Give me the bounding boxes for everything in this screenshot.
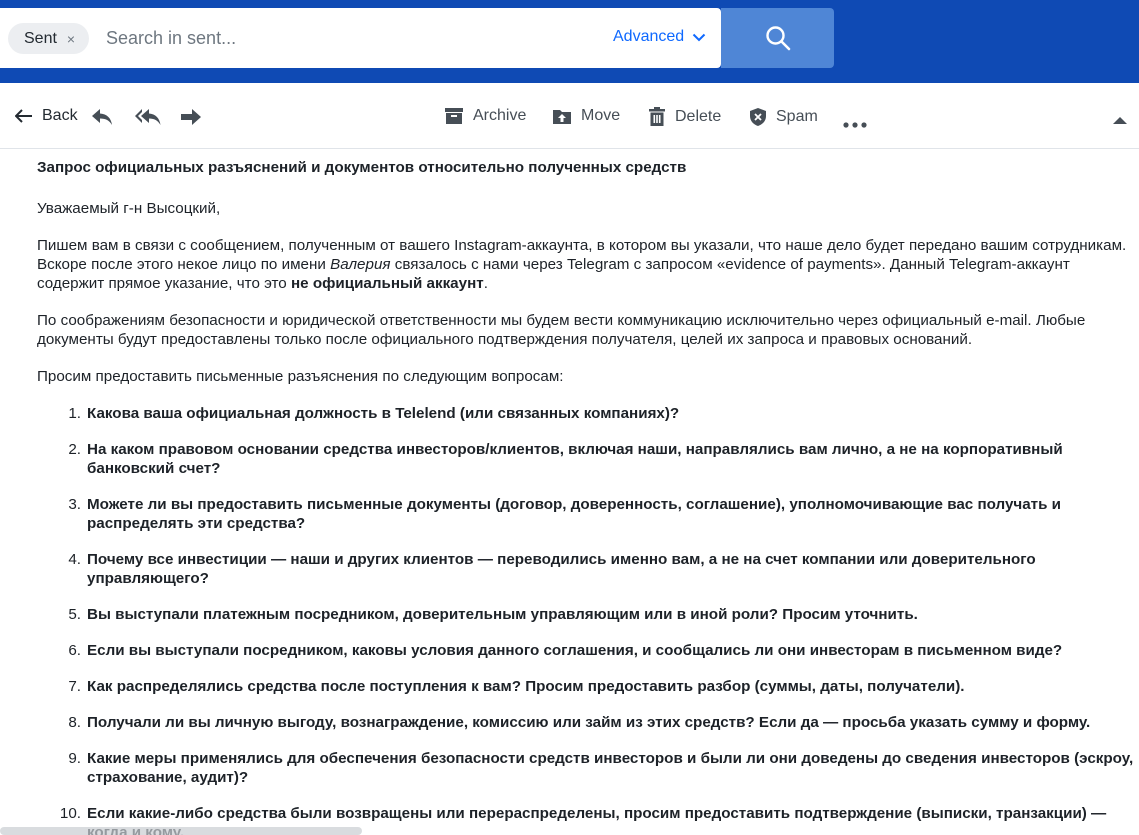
list-item-text: Получали ли вы личную выгоду, вознаграждение, комиссию или займ из этих средств? Если да — просьба указать сумму и форму. — [87, 714, 1091, 731]
list-item-text: Какова ваша официальная должность в Telelend (или связанных компаниях)? — [87, 405, 680, 422]
archive-button[interactable] — [444, 107, 526, 125]
trash-icon — [648, 107, 666, 127]
delete-label: Delete — [675, 108, 722, 125]
collapse-button[interactable] — [1113, 112, 1127, 130]
reply-all-icon — [134, 107, 162, 127]
advanced-search-button[interactable] — [613, 28, 706, 46]
search-button[interactable] — [721, 8, 834, 68]
questions-list — [37, 404, 1139, 835]
list-item-number: 3. — [68, 496, 81, 513]
chip-remove-icon[interactable]: × — [66, 30, 76, 47]
list-item — [37, 495, 1139, 533]
search-icon — [765, 25, 791, 51]
list-item-number: 6. — [68, 642, 81, 659]
advanced-label: Advanced — [613, 28, 685, 45]
message-subject: Запрос официальных разъяснений и документов относительно полученных средств — [37, 159, 687, 176]
paragraph-intro-end: . — [483, 275, 488, 292]
list-item-text: На каком правовом основании средства инвесторов/клиентов, включая наши, направлялись вам лично, а не на корпоративный банковский счет? — [87, 441, 1063, 477]
more-dots-icon — [843, 122, 867, 128]
move-label: Move — [581, 107, 621, 124]
paragraph-request: Просим предоставить письменные разъяснения по следующим вопросам: — [37, 368, 564, 385]
list-item-number: 4. — [68, 551, 81, 568]
list-item-number: 10. — [59, 805, 81, 822]
shield-x-icon — [749, 107, 767, 127]
list-item-number: 2. — [68, 441, 81, 458]
delete-button[interactable] — [648, 107, 721, 127]
list-item-number: 8. — [68, 714, 81, 731]
move-button[interactable] — [552, 107, 620, 125]
reply-button[interactable] — [90, 107, 114, 132]
list-item — [37, 440, 1139, 478]
back-label: Back — [42, 107, 78, 124]
back-button[interactable] — [15, 107, 78, 125]
chevron-down-icon — [692, 33, 706, 42]
list-item — [37, 404, 1139, 423]
list-item-text: Если какие-либо средства были возвращены или перераспределены, просим предоставить подтверждение (выписки, транзакции) — — [87, 805, 1107, 822]
list-item — [37, 605, 1139, 624]
caret-up-icon — [1113, 116, 1127, 125]
spam-label: Spam — [776, 108, 818, 125]
move-folder-icon — [552, 107, 572, 125]
paragraph-intro-text-a: Пишем вам в связи с сообщением, полученным от вашего Instagram-аккаунта, в котором вы указали, что наше дело будет передано вашим сотрудникам. Вскоре после этого некое лицо по имени — [37, 237, 1127, 273]
paragraph-security: По соображениям безопасности и юридической ответственности мы будем вести коммуникацию исключительно через официальный e-mail. Любые документы будут предоставлены только после официального подтверждения получателя, целей их запроса и правовых оснований. — [37, 312, 1086, 348]
folder-filter-chip[interactable] — [8, 23, 89, 54]
list-item-number: 9. — [68, 750, 81, 767]
search-input[interactable] — [96, 23, 576, 54]
list-item — [37, 713, 1139, 732]
spam-button[interactable] — [749, 107, 818, 127]
more-actions-button[interactable] — [843, 115, 867, 133]
greeting: Уважаемый г-н Высоцкий, — [37, 200, 221, 217]
list-item-text: Какие меры применялись для обеспечения безопасности средств инвесторов и были ли они доведены до сведения инвесторов (эскроу, страхование, аудит)? — [87, 750, 1134, 786]
archive-label: Archive — [473, 107, 527, 124]
reply-icon — [90, 107, 114, 127]
list-item — [37, 641, 1139, 660]
list-item-number: 7. — [68, 678, 81, 695]
forward-button[interactable] — [180, 107, 202, 132]
paragraph-intro-text-b: связалось с нами через Telegram с запросом «evidence of payments». Данный Telegram-аккаунт содержит прямое указание, что это — [37, 256, 1070, 292]
forward-icon — [180, 107, 202, 127]
list-item — [37, 550, 1139, 588]
list-item-number: 5. — [68, 606, 81, 623]
archive-icon — [444, 107, 464, 125]
list-item-text: Вы выступали платежным посредником, доверительным управляющим или в иной роли? Просим уточнить. — [87, 606, 918, 623]
list-item-number: 1. — [68, 405, 81, 422]
sender-name: Валерия — [330, 256, 391, 273]
list-item-text: Если вы выступали посредником, каковы условия данного соглашения, и сообщались ли они инвесторам в письменном виде? — [87, 642, 1063, 659]
arrow-left-icon — [15, 109, 33, 123]
message-body — [37, 158, 1139, 835]
folder-chip-label: Sent — [24, 29, 57, 47]
paragraph-intro — [37, 236, 1139, 293]
list-item-text: Можете ли вы предоставить письменные документы (договор, доверенность, соглашение), уполномочивающие вас получать и распределять эти средства? — [87, 496, 1062, 532]
top-header — [0, 0, 1139, 83]
search-bar — [0, 8, 721, 68]
list-item-text: Почему все инвестиции — наши и других клиентов — переводились именно вам, а не на счет компании или доверительного управляющего? — [87, 551, 1036, 587]
unofficial-account-emphasis: не официальный аккаунт — [290, 275, 484, 292]
list-item-text: Как распределялись средства после поступления к вам? Просим предоставить разбор (суммы, даты, получатели). — [87, 678, 965, 695]
horizontal-scrollbar[interactable] — [0, 827, 362, 835]
reply-all-button[interactable] — [134, 107, 162, 132]
list-item — [37, 677, 1139, 696]
list-item — [37, 749, 1139, 787]
message-toolbar — [0, 83, 1139, 149]
